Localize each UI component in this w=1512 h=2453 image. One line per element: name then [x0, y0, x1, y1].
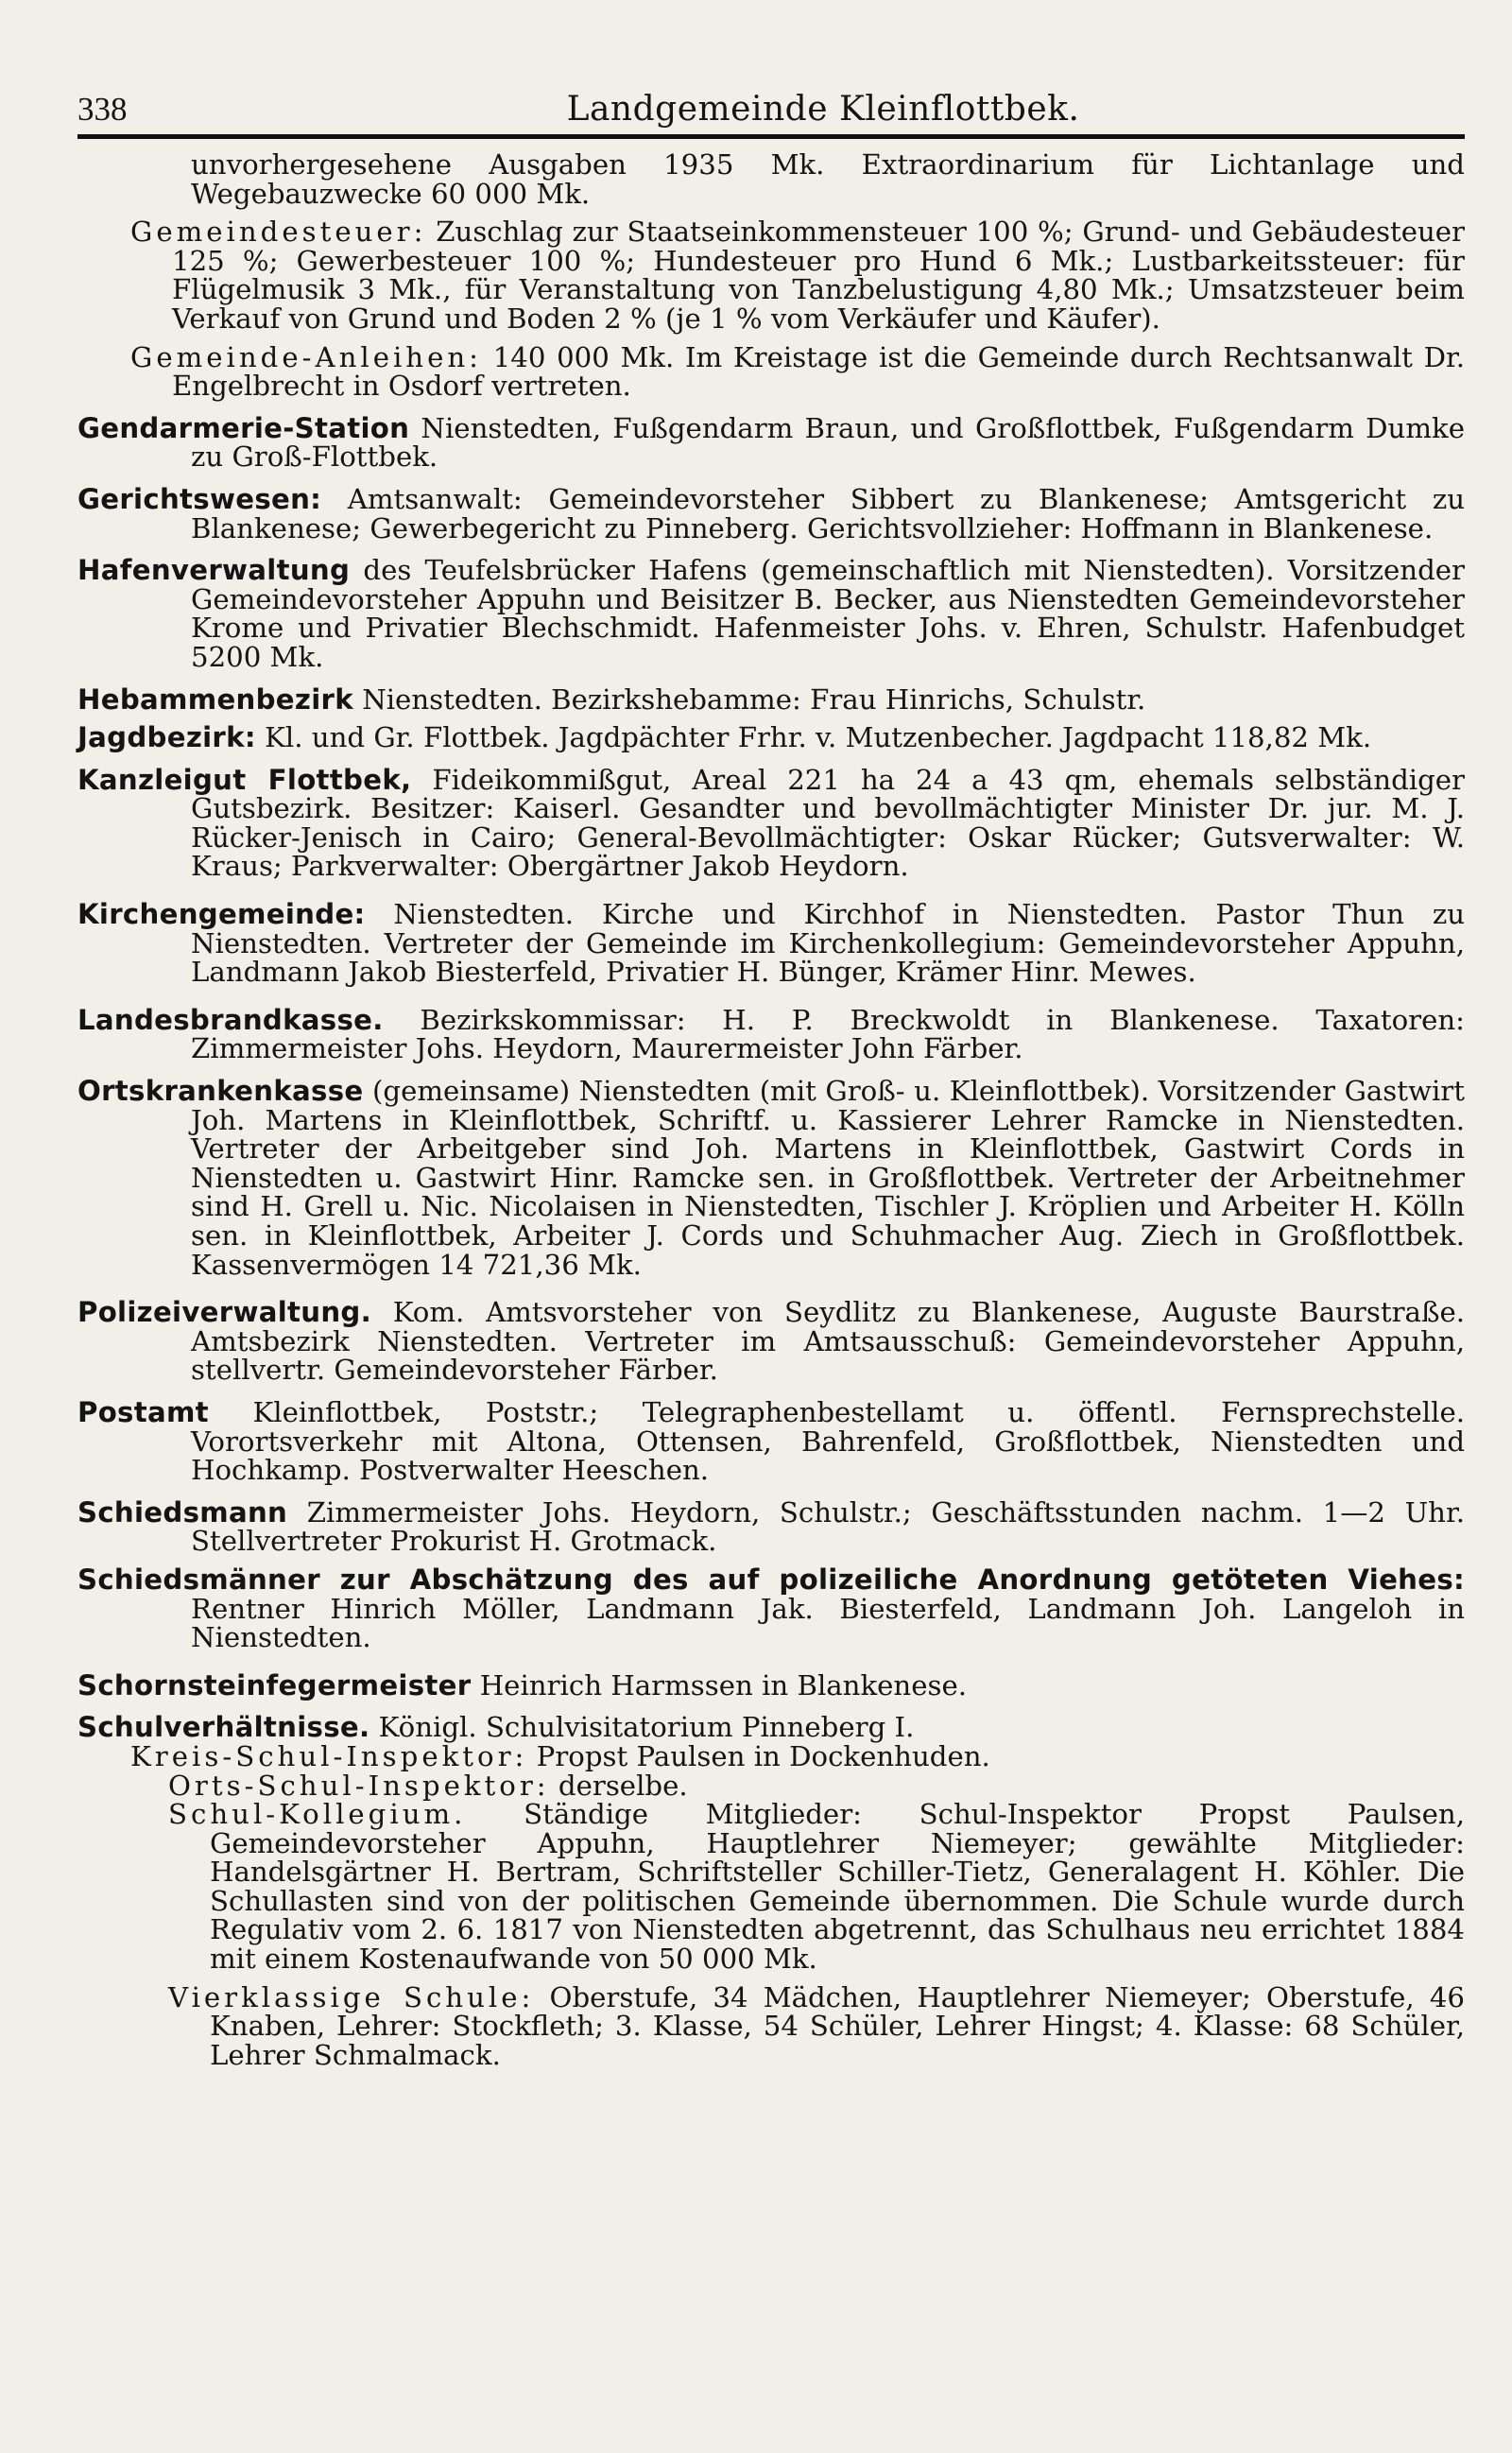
entry-text: Zuschlag zur Staatseinkommensteuer 100 %; Grund- und Gebäudesteuer 125 %; Gewerbesteuer 100 %; Hundesteuer pro Hund 6 Mk.; Lustbarkeitssteuer: für Flügelmusik 3 Mk., für Veranstaltung von Tanzbelustigung 4,80 Mk.; Umsatzsteuer beim Verkauf von Grund und Boden 2 % (je 1 % vom Verkäufer und Käufer).: [172, 216, 1465, 335]
entry-label: Schul-Kollegium.: [168, 1798, 467, 1831]
entry-text: unvorhergesehene Ausgaben 1935 Mk. Extraordinarium für Lichtanlage und Wegebauzwecke 60 000 Mk.: [191, 148, 1465, 210]
entry-label: Gendarmerie-Station: [77, 411, 410, 444]
running-head: [77, 74, 1465, 129]
entry-label: Gemeindesteuer:: [130, 216, 427, 249]
entry-text: 140 000 Mk. Im Kreistage ist die Gemeinde durch Rechtsanwalt Dr. Engelbrecht in Osdorf vertreten.: [172, 340, 1465, 403]
entry-vierklassige-schule: [77, 1980, 1465, 2071]
entry-text: Bezirkskommissar: H. P. Breckwoldt in Blankenese. Taxatoren: Zimmermeister Johs. Heydorn, Maurermeister John Färber.: [191, 1003, 1466, 1065]
entry-label: Schiedsmänner zur Abschätzung des auf polizeiliche Anordnung getöteten Viehes:: [77, 1563, 1465, 1596]
entry-schiedsmaenner: [77, 1565, 1465, 1652]
entry-gemeinde-anleihen: [77, 340, 1465, 403]
entry-jagdbezirk: [77, 723, 1465, 752]
entry-postamt: [77, 1395, 1465, 1487]
entry-text: (gemeinsame) Nienstedten (mit Groß- u. Kleinflottbek). Vorsitzender Gastwirt Joh. Martens in Kleinflottbek, Schriftf. u. Kassierer Lehrer Ramcke in Nienstedten. Vertreter der Arbeitgeber sind Joh. Martens in Kleinflottbek, Gastwirt Cords in Nienstedten u. Gastwirt Hinr. Ramcke sen. in Großflottbek. Vertreter der Arbeitnehmer sind H. Grell u. Nic. Nicolaisen in Nienstedten, Tischler J. Kröplien und Arbeiter H. Kölln sen. in Kleinflottbek, Arbeiter J. Cords und Schuhmacher Aug. Ziech in Großflottbek. Kassenvermögen 14 721,36 Mk.: [191, 1075, 1465, 1281]
entry-hafenverwaltung: [77, 556, 1465, 671]
entry-label: Gemeinde-Anleihen:: [130, 340, 483, 373]
header-rule: [77, 134, 1465, 139]
entry-landesbrandkasse: [77, 1003, 1466, 1065]
entry-label: Jagdbezirk:: [77, 721, 256, 754]
entry-label: Hebammenbezirk: [77, 682, 353, 716]
entry-label: Kreis-Schul-Inspektor:: [130, 1739, 528, 1772]
entry-gerichtswesen: [77, 482, 1465, 544]
entry-schulverhaeltnisse: [77, 1713, 1465, 1742]
entry-label: Postamt: [77, 1395, 209, 1428]
entry-orts-schul-inspektor: [77, 1771, 1465, 1801]
entry-text: Zimmermeister Johs. Heydorn, Schulstr.; Geschäftsstunden nachm. 1—2 Uhr. Stellvertreter Prokurist H. Grotmack.: [191, 1495, 1466, 1558]
entry-label: Gerichtswesen:: [77, 482, 322, 515]
entry-schiedsmann: [77, 1495, 1466, 1558]
entry-text: Propst Paulsen in Dockenhuden.: [536, 1739, 990, 1772]
entry-label: Polizeiverwaltung.: [77, 1296, 372, 1329]
entry-hebammenbezirk: [77, 682, 1465, 716]
entry-text: Fideikommißgut, Areal 221 ha 24 a 43 qm, ehemals selbständiger Gutsbezirk. Besitzer: Kaiserl. Gesandter und bevollmächtigter Minister Dr. jur. M. J. Rücker-Jenisch in Cairo; General-Bevollmächtigter: Oskar Rücker; Gutsverwalter: W. Kraus; Parkverwalter: Obergärtner Jakob Heydorn.: [191, 763, 1465, 883]
entry-label: Landesbrandkasse.: [77, 1003, 384, 1036]
continued-paragraph: [77, 150, 1465, 208]
entry-ortskrankenkasse: [77, 1077, 1465, 1279]
entry-schornsteinfeger: [77, 1668, 1465, 1702]
entry-text: derselbe.: [558, 1769, 688, 1802]
entry-text: Nienstedten. Kirche und Kirchhof in Nienstedten. Pastor Thun zu Nienstedten. Vertreter der Gemeinde im Kirchenkollegium: Gemeindevorsteher Appuhn, Landmann Jakob Biesterfeld, Privatier H. Bünger, Krämer Hinr. Mewes.: [191, 898, 1466, 989]
entry-polizeiverwaltung: [77, 1298, 1465, 1385]
entry-gemeindesteuer: [77, 217, 1465, 333]
page-number: 338: [77, 91, 128, 128]
entry-label: Schulverhältnisse.: [77, 1711, 370, 1744]
entry-gendarmerie: [77, 411, 1465, 474]
entry-label: Kanzleigut Flottbek,: [77, 763, 412, 796]
page-title: Landgemeinde Kleinflottbek.: [566, 90, 1080, 129]
entry-label: Ortskrankenkasse: [77, 1075, 364, 1108]
document-body: [77, 150, 1465, 2069]
entry-text: Ständige Mitglieder: Schul-Inspektor Propst Paulsen, Gemeindevorsteher Appuhn, Hauptlehrer Niemeyer; gewählte Mitglieder: Handelsgärtner H. Bertram, Schriftsteller Schiller-Tietz, Generalagent H. Köhler. Die Schullasten sind von der politischen Gemeinde übernommen. Die Schule wurde durch Regulativ vom 2. 6. 1817 von Nienstedten abgetrennt, das Schulhaus neu errichtet 1884 mit einem Kostenaufwande von 50 000 Mk.: [210, 1798, 1465, 1976]
entry-schul-kollegium: [77, 1800, 1465, 1974]
entry-text: des Teufelsbrücker Hafens (gemeinschaftlich mit Nienstedten). Vorsitzender Gemeindevorsteher Appuhn und Beisitzer B. Becker, aus Nienstedten Gemeindevorsteher Krome und Privatier Blechschmidt. Hafenmeister Johs. v. Ehren, Schulstr. Hafenbudget 5200 Mk.: [191, 554, 1465, 673]
entry-text: Königl. Schulvisitatorium Pinneberg I.: [378, 1711, 915, 1744]
entry-text: Kleinflottbek, Poststr.; Telegraphenbestellamt u. öffentl. Fernsprechstelle. Vorortsverkehr mit Altona, Ottensen, Bahrenfeld, Großflottbek, Nienstedten und Hochkamp. Postverwalter Heeschen.: [191, 1395, 1465, 1487]
entry-label: Kirchengemeinde:: [77, 898, 366, 931]
entry-text: Kl. und Gr. Flottbek. Jagdpächter Frhr. v. Mutzenbecher. Jagdpacht 118,82 Mk.: [265, 721, 1372, 754]
entry-text: Nienstedten. Bezirkshebamme: Frau Hinrichs, Schulstr.: [362, 682, 1146, 716]
entry-text: Kom. Amtsvorsteher von Seydlitz zu Blankenese, Auguste Baurstraße. Amtsbezirk Nienstedten. Vertreter im Amtsausschuß: Gemeindevorsteher Appuhn, stellvertr. Gemeindevorsteher Färber.: [191, 1296, 1465, 1387]
entry-text: Oberstufe, 34 Mädchen, Hauptlehrer Niemeyer; Oberstufe, 46 Knaben, Lehrer: Stockfleth; 3. Klasse, 54 Schüler, Lehrer Hingst; 4. Klasse: 68 Schüler, Lehrer Schmalmack.: [210, 1980, 1465, 2071]
entry-label: Orts-Schul-Inspektor:: [168, 1769, 550, 1802]
entry-kreis-schul-inspektor: [77, 1739, 1465, 1772]
entry-text: Amtsanwalt: Gemeindevorsteher Sibbert zu Blankenese; Amtsgericht zu Blankenese; Gewerbegericht zu Pinneberg. Gerichtsvollzieher: Hoffmann in Blankenese.: [191, 482, 1465, 544]
entry-label: Vierklassige Schule:: [168, 1980, 535, 2013]
entry-text: Nienstedten, Fußgendarm Braun, und Großflottbek, Fußgendarm Dumke zu Groß-Flottbek.: [191, 411, 1465, 474]
entry-kanzleigut: [77, 763, 1465, 883]
entry-text: Heinrich Harmssen in Blankenese.: [479, 1668, 968, 1702]
entry-text: Rentner Hinrich Möller, Landmann Jak. Biesterfeld, Landmann Joh. Langeloh in Nienstedten.: [191, 1592, 1465, 1654]
entry-label: Hafenverwaltung: [77, 554, 351, 587]
entry-label: Schornsteinfegermeister: [77, 1668, 472, 1702]
entry-kirchengemeinde: [77, 900, 1465, 987]
entry-label: Schiedsmann: [77, 1495, 288, 1529]
